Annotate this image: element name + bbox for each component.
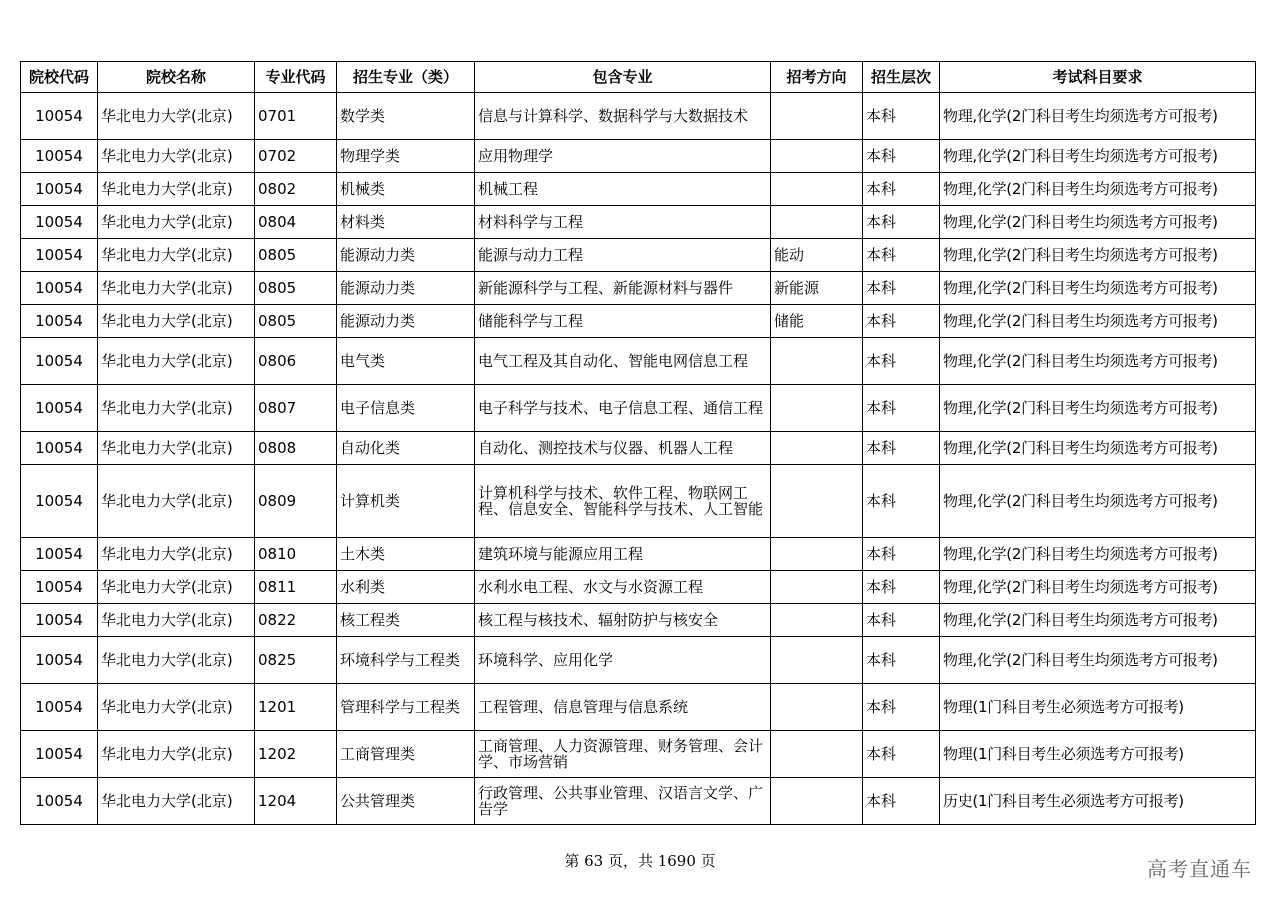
- school-code-cell: 10054: [21, 385, 98, 432]
- table-row: [21, 604, 1256, 637]
- level-cell: 本科: [863, 778, 940, 825]
- major-code-cell: 0807: [255, 385, 337, 432]
- table-row: [21, 338, 1256, 385]
- level-cell: 本科: [863, 465, 940, 538]
- table-row: [21, 432, 1256, 465]
- included-majors-cell: 应用物理学: [475, 140, 771, 173]
- major-code-cell: 1202: [255, 731, 337, 778]
- header-subject-requirement: 考试科目要求: [940, 62, 1256, 93]
- school-code-cell: 10054: [21, 272, 98, 305]
- school-name-cell: 华北电力大学(北京): [98, 140, 255, 173]
- header-direction: 招考方向: [771, 62, 863, 93]
- school-name-cell: 华北电力大学(北京): [98, 538, 255, 571]
- major-code-cell: 0809: [255, 465, 337, 538]
- direction-cell: [771, 338, 863, 385]
- school-name-cell: 华北电力大学(北京): [98, 385, 255, 432]
- subject-requirement-cell: 物理,化学(2门科目考生均须选考方可报考): [940, 538, 1256, 571]
- table-row: [21, 778, 1256, 825]
- included-majors-cell: 环境科学、应用化学: [475, 637, 771, 684]
- direction-cell: [771, 173, 863, 206]
- direction-cell: 能动: [771, 239, 863, 272]
- school-name-cell: 华北电力大学(北京): [98, 571, 255, 604]
- major-name-cell: 物理学类: [337, 140, 475, 173]
- subject-requirement-cell: 物理(1门科目考生必须选考方可报考): [940, 684, 1256, 731]
- school-code-cell: 10054: [21, 93, 98, 140]
- table-row: [21, 140, 1256, 173]
- school-name-cell: 华北电力大学(北京): [98, 684, 255, 731]
- subject-requirement-cell: 物理,化学(2门科目考生均须选考方可报考): [940, 93, 1256, 140]
- major-code-cell: 0805: [255, 239, 337, 272]
- school-name-cell: 华北电力大学(北京): [98, 432, 255, 465]
- included-majors-cell: 计算机科学与技术、软件工程、物联网工程、信息安全、智能科学与技术、人工智能: [475, 465, 771, 538]
- level-cell: 本科: [863, 571, 940, 604]
- major-name-cell: 计算机类: [337, 465, 475, 538]
- major-code-cell: 0825: [255, 637, 337, 684]
- level-cell: 本科: [863, 338, 940, 385]
- direction-cell: [771, 731, 863, 778]
- school-code-cell: 10054: [21, 604, 98, 637]
- school-name-cell: 华北电力大学(北京): [98, 338, 255, 385]
- major-name-cell: 机械类: [337, 173, 475, 206]
- table-row: [21, 272, 1256, 305]
- subject-requirement-cell: 物理,化学(2门科目考生均须选考方可报考): [940, 272, 1256, 305]
- table-row: [21, 305, 1256, 338]
- subject-requirement-cell: 物理,化学(2门科目考生均须选考方可报考): [940, 571, 1256, 604]
- subject-requirement-cell: 物理,化学(2门科目考生均须选考方可报考): [940, 432, 1256, 465]
- subject-requirement-cell: 物理,化学(2门科目考生均须选考方可报考): [940, 239, 1256, 272]
- major-name-cell: 环境科学与工程类: [337, 637, 475, 684]
- level-cell: 本科: [863, 173, 940, 206]
- included-majors-cell: 电子科学与技术、电子信息工程、通信工程: [475, 385, 771, 432]
- included-majors-cell: 能源与动力工程: [475, 239, 771, 272]
- school-code-cell: 10054: [21, 239, 98, 272]
- school-name-cell: 华北电力大学(北京): [98, 604, 255, 637]
- major-code-cell: 0701: [255, 93, 337, 140]
- major-name-cell: 工商管理类: [337, 731, 475, 778]
- table-row: [21, 637, 1256, 684]
- table-row: [21, 465, 1256, 538]
- direction-cell: [771, 465, 863, 538]
- included-majors-cell: 行政管理、公共事业管理、汉语言文学、广告学: [475, 778, 771, 825]
- level-cell: 本科: [863, 432, 940, 465]
- school-code-cell: 10054: [21, 538, 98, 571]
- school-name-cell: 华北电力大学(北京): [98, 239, 255, 272]
- page-number: 第 63 页，共 1690 页: [564, 852, 716, 870]
- level-cell: 本科: [863, 684, 940, 731]
- major-code-cell: 0822: [255, 604, 337, 637]
- level-cell: 本科: [863, 239, 940, 272]
- subject-requirement-cell: 物理(1门科目考生必须选考方可报考): [940, 731, 1256, 778]
- major-code-cell: 0806: [255, 338, 337, 385]
- subject-requirement-cell: 物理,化学(2门科目考生均须选考方可报考): [940, 206, 1256, 239]
- subject-requirement-cell: 物理,化学(2门科目考生均须选考方可报考): [940, 338, 1256, 385]
- major-code-cell: 0805: [255, 272, 337, 305]
- table-row: [21, 538, 1256, 571]
- major-code-cell: 0808: [255, 432, 337, 465]
- level-cell: 本科: [863, 385, 940, 432]
- included-majors-cell: 核工程与核技术、辐射防护与核安全: [475, 604, 771, 637]
- major-name-cell: 能源动力类: [337, 272, 475, 305]
- subject-requirement-cell: 物理,化学(2门科目考生均须选考方可报考): [940, 305, 1256, 338]
- table-row: [21, 385, 1256, 432]
- major-code-cell: 0811: [255, 571, 337, 604]
- included-majors-cell: 材料科学与工程: [475, 206, 771, 239]
- school-name-cell: 华北电力大学(北京): [98, 173, 255, 206]
- included-majors-cell: 信息与计算科学、数据科学与大数据技术: [475, 93, 771, 140]
- header-level: 招生层次: [863, 62, 940, 93]
- direction-cell: [771, 538, 863, 571]
- school-code-cell: 10054: [21, 465, 98, 538]
- level-cell: 本科: [863, 206, 940, 239]
- subject-requirement-cell: 物理,化学(2门科目考生均须选考方可报考): [940, 385, 1256, 432]
- school-name-cell: 华北电力大学(北京): [98, 465, 255, 538]
- header-major-code: 专业代码: [255, 62, 337, 93]
- major-name-cell: 水利类: [337, 571, 475, 604]
- level-cell: 本科: [863, 637, 940, 684]
- school-code-cell: 10054: [21, 305, 98, 338]
- school-name-cell: 华北电力大学(北京): [98, 778, 255, 825]
- level-cell: 本科: [863, 93, 940, 140]
- school-name-cell: 华北电力大学(北京): [98, 731, 255, 778]
- direction-cell: 新能源: [771, 272, 863, 305]
- header-school-code: 院校代码: [21, 62, 98, 93]
- school-code-cell: 10054: [21, 140, 98, 173]
- school-code-cell: 10054: [21, 778, 98, 825]
- school-code-cell: 10054: [21, 206, 98, 239]
- school-name-cell: 华北电力大学(北京): [98, 206, 255, 239]
- major-name-cell: 能源动力类: [337, 305, 475, 338]
- direction-cell: [771, 385, 863, 432]
- school-code-cell: 10054: [21, 571, 98, 604]
- school-name-cell: 华北电力大学(北京): [98, 637, 255, 684]
- admissions-table: [20, 61, 1256, 825]
- school-code-cell: 10054: [21, 637, 98, 684]
- level-cell: 本科: [863, 604, 940, 637]
- level-cell: 本科: [863, 305, 940, 338]
- watermark-logo: 高考直通车: [1147, 857, 1252, 881]
- school-code-cell: 10054: [21, 432, 98, 465]
- major-name-cell: 核工程类: [337, 604, 475, 637]
- direction-cell: [771, 432, 863, 465]
- school-name-cell: 华北电力大学(北京): [98, 305, 255, 338]
- major-name-cell: 土木类: [337, 538, 475, 571]
- table-row: [21, 239, 1256, 272]
- included-majors-cell: 工程管理、信息管理与信息系统: [475, 684, 771, 731]
- major-code-cell: 0804: [255, 206, 337, 239]
- direction-cell: 储能: [771, 305, 863, 338]
- major-code-cell: 0802: [255, 173, 337, 206]
- table-row: [21, 206, 1256, 239]
- subject-requirement-cell: 物理,化学(2门科目考生均须选考方可报考): [940, 173, 1256, 206]
- direction-cell: [771, 206, 863, 239]
- major-code-cell: 0702: [255, 140, 337, 173]
- level-cell: 本科: [863, 538, 940, 571]
- school-code-cell: 10054: [21, 684, 98, 731]
- direction-cell: [771, 778, 863, 825]
- header-included-majors: 包含专业: [475, 62, 771, 93]
- table-row: [21, 93, 1256, 140]
- subject-requirement-cell: 物理,化学(2门科目考生均须选考方可报考): [940, 604, 1256, 637]
- school-code-cell: 10054: [21, 173, 98, 206]
- included-majors-cell: 建筑环境与能源应用工程: [475, 538, 771, 571]
- level-cell: 本科: [863, 272, 940, 305]
- major-name-cell: 自动化类: [337, 432, 475, 465]
- included-majors-cell: 新能源科学与工程、新能源材料与器件: [475, 272, 771, 305]
- table-row: [21, 173, 1256, 206]
- major-code-cell: 1201: [255, 684, 337, 731]
- table-header-row: [21, 62, 1256, 93]
- subject-requirement-cell: 物理,化学(2门科目考生均须选考方可报考): [940, 637, 1256, 684]
- header-major-name: 招生专业（类）: [337, 62, 475, 93]
- table-row: [21, 571, 1256, 604]
- subject-requirement-cell: 物理,化学(2门科目考生均须选考方可报考): [940, 140, 1256, 173]
- subject-requirement-cell: 历史(1门科目考生必须选考方可报考): [940, 778, 1256, 825]
- table-row: [21, 731, 1256, 778]
- included-majors-cell: 电气工程及其自动化、智能电网信息工程: [475, 338, 771, 385]
- included-majors-cell: 水利水电工程、水文与水资源工程: [475, 571, 771, 604]
- major-name-cell: 电气类: [337, 338, 475, 385]
- subject-requirement-cell: 物理,化学(2门科目考生均须选考方可报考): [940, 465, 1256, 538]
- direction-cell: [771, 571, 863, 604]
- major-name-cell: 能源动力类: [337, 239, 475, 272]
- major-name-cell: 公共管理类: [337, 778, 475, 825]
- major-name-cell: 管理科学与工程类: [337, 684, 475, 731]
- major-code-cell: 0810: [255, 538, 337, 571]
- school-name-cell: 华北电力大学(北京): [98, 272, 255, 305]
- table-row: [21, 684, 1256, 731]
- included-majors-cell: 机械工程: [475, 173, 771, 206]
- school-code-cell: 10054: [21, 731, 98, 778]
- direction-cell: [771, 93, 863, 140]
- school-name-cell: 华北电力大学(北京): [98, 93, 255, 140]
- header-school-name: 院校名称: [98, 62, 255, 93]
- direction-cell: [771, 140, 863, 173]
- major-name-cell: 电子信息类: [337, 385, 475, 432]
- level-cell: 本科: [863, 140, 940, 173]
- direction-cell: [771, 637, 863, 684]
- major-code-cell: 1204: [255, 778, 337, 825]
- major-name-cell: 材料类: [337, 206, 475, 239]
- level-cell: 本科: [863, 731, 940, 778]
- major-name-cell: 数学类: [337, 93, 475, 140]
- school-code-cell: 10054: [21, 338, 98, 385]
- included-majors-cell: 储能科学与工程: [475, 305, 771, 338]
- direction-cell: [771, 684, 863, 731]
- included-majors-cell: 自动化、测控技术与仪器、机器人工程: [475, 432, 771, 465]
- direction-cell: [771, 604, 863, 637]
- major-code-cell: 0805: [255, 305, 337, 338]
- included-majors-cell: 工商管理、人力资源管理、财务管理、会计学、市场营销: [475, 731, 771, 778]
